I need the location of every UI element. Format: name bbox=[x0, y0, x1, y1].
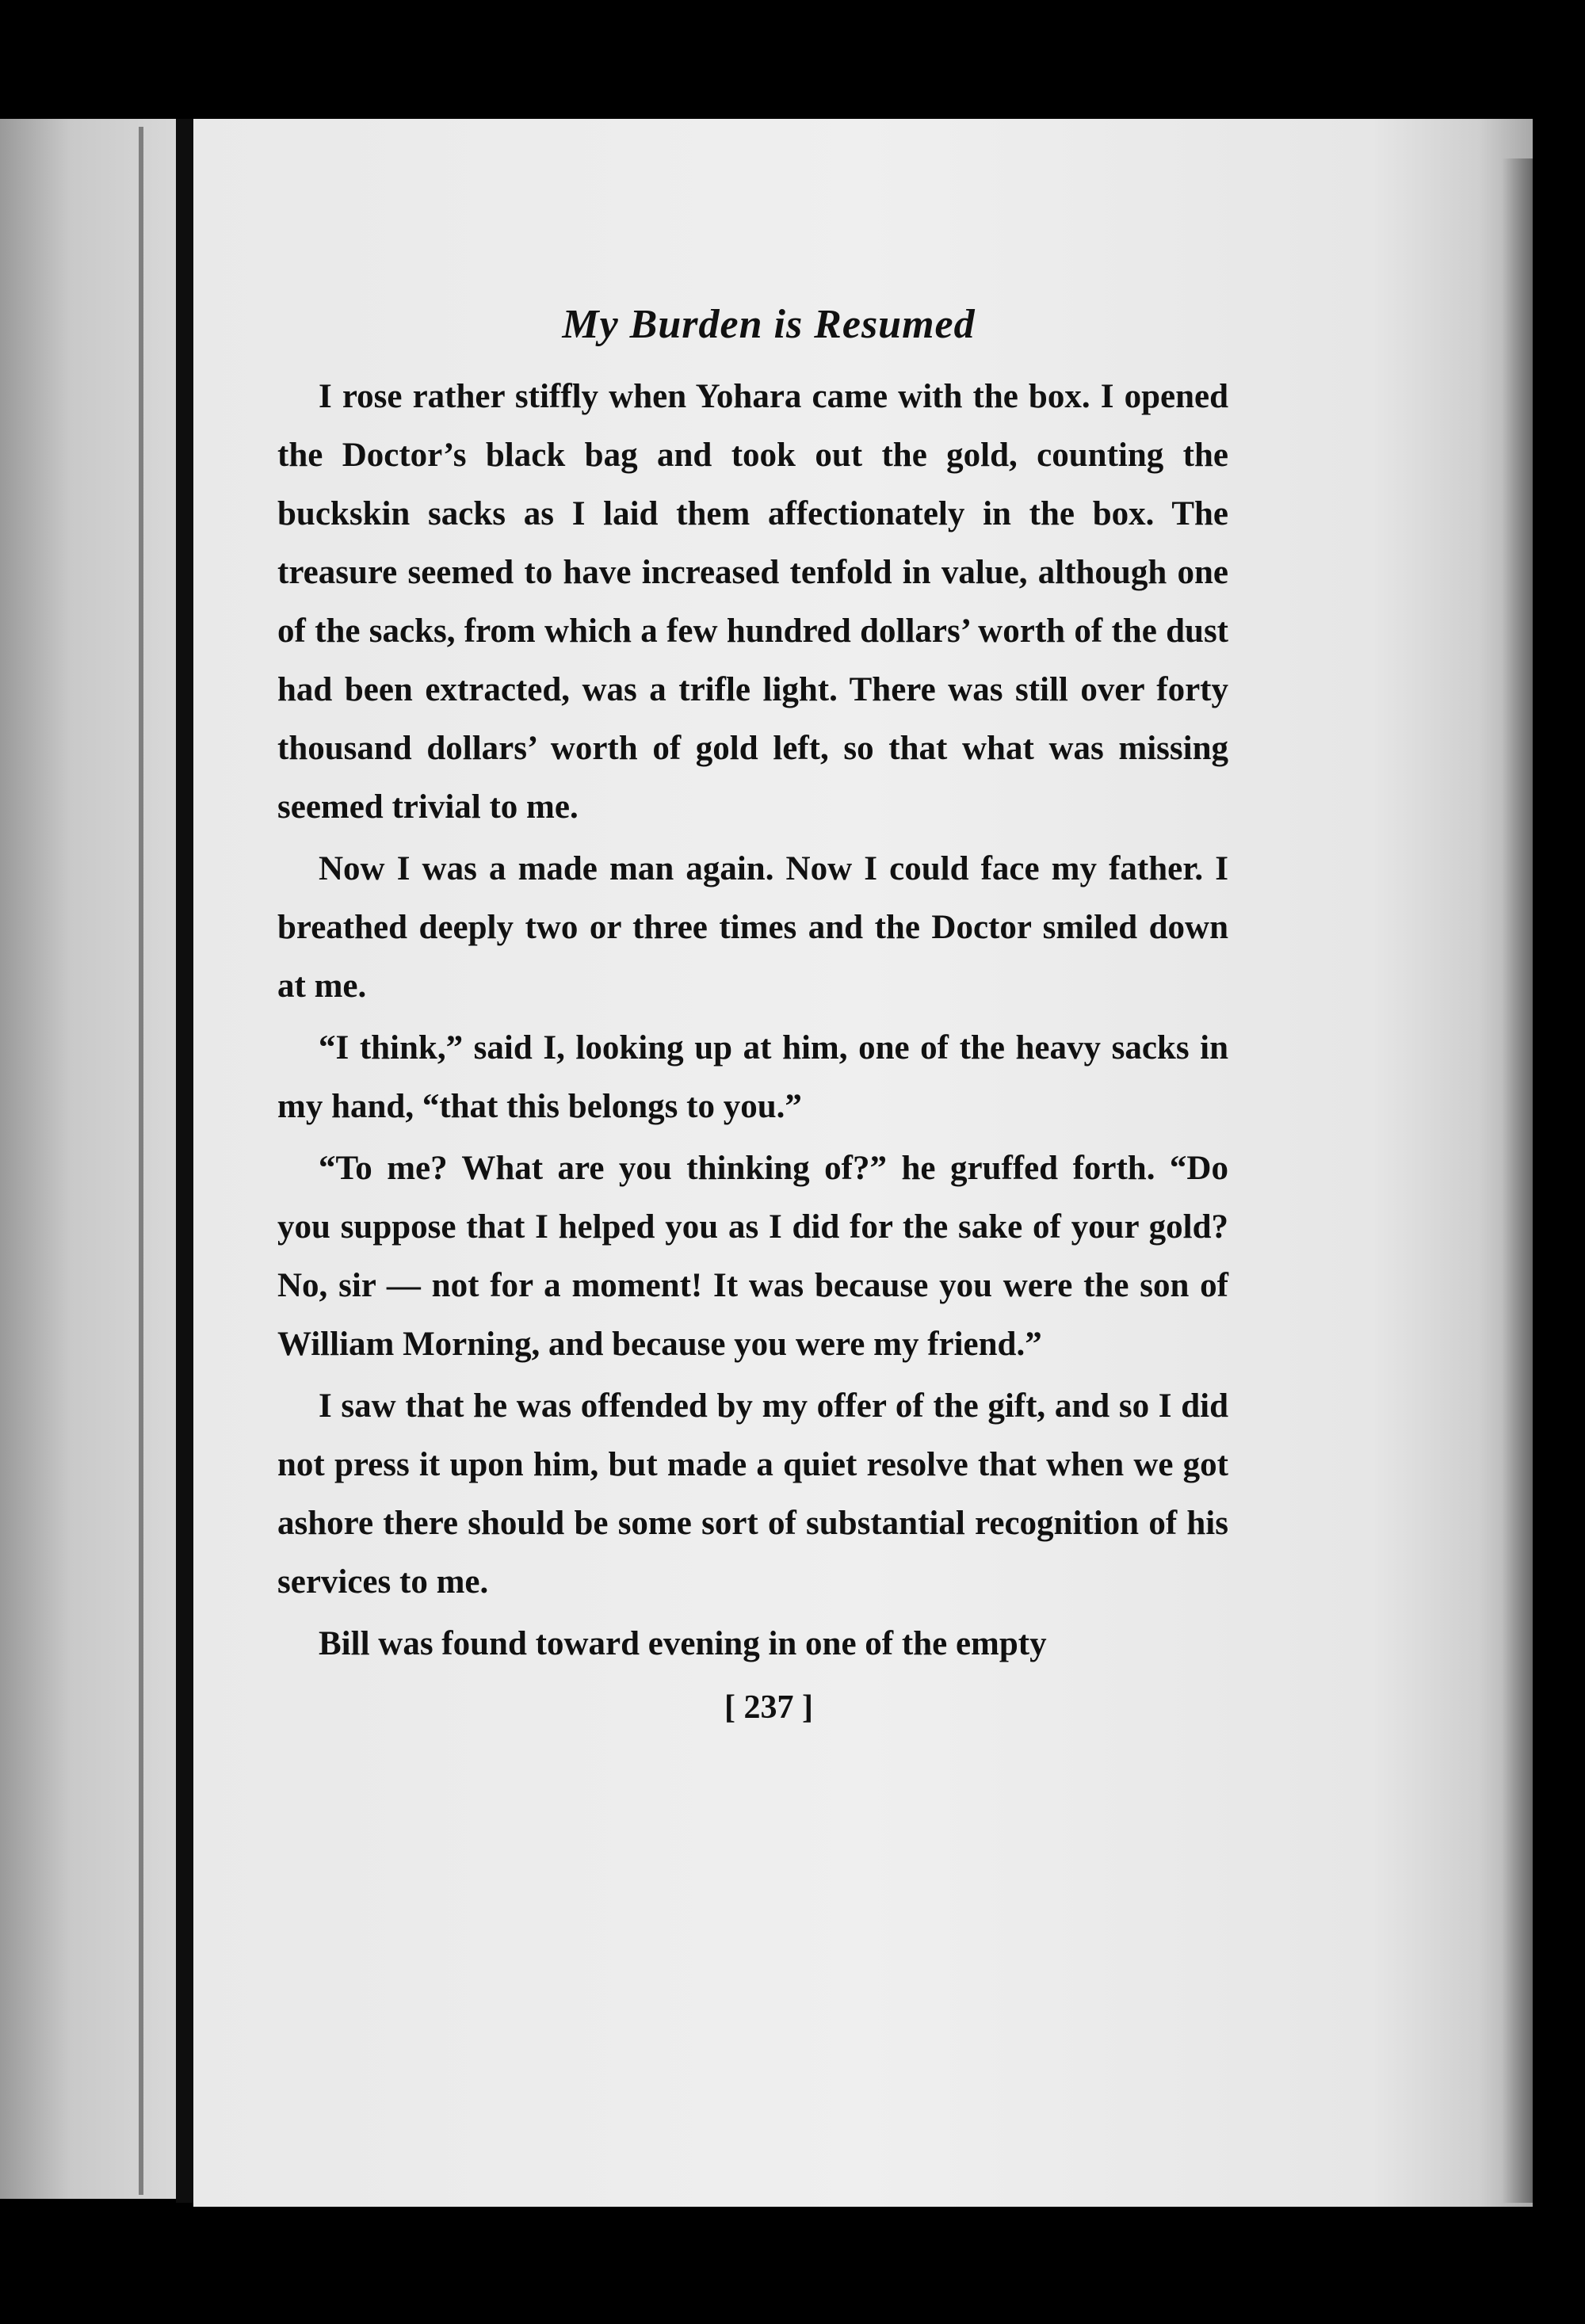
page-edge-shadow bbox=[1502, 158, 1549, 2203]
paragraph-3: “I think,” said I, looking up at him, one of the heavy sacks in my hand, “that this belongs to you.” bbox=[277, 1029, 1228, 1125]
left-page-shadow-line bbox=[139, 127, 143, 2195]
page-text bbox=[277, 293, 1228, 1735]
paragraph-4: “To me? What are you thinking of?” he gruffed forth. “Do you suppose that I helped you as I did for the sake of your gold? No, sir — not for a moment! It was because you were the son of William Morning, and because you were my friend.” bbox=[277, 1150, 1228, 1363]
scan-border bbox=[0, 2207, 1585, 2324]
book-gutter bbox=[176, 119, 193, 2203]
running-heading: My Burden is Resumed bbox=[562, 302, 976, 347]
paragraph-1: I rose rather stiffly when Yohara came with the box. I opened the Doctor’s black bag and took out the gold, counting the buckskin sacks as I laid them affectionately in the box. The treasure seemed to have increased tenfold in value, although one of the sacks, from which a few hundred dollars’ worth of the dust had been extracted, was a trifle light. There was still over forty thousand dollars’ worth of gold left, so that what was missing seemed trivial to me. bbox=[277, 378, 1228, 826]
paragraph-2: Now I was a made man again. Now I could face my father. I breathed deeply two or three times and the Doctor smiled down at me. bbox=[277, 850, 1228, 1005]
paragraph-6: Bill was found toward evening in one of the empty bbox=[319, 1625, 1047, 1662]
page-number: [ 237 ] bbox=[724, 1689, 813, 1726]
paragraph-5: I saw that he was offended by my offer of the gift, and so I did not press it upon him, but made a quiet resolve that when we got ashore there should be some sort of substantial recognition of his services to me. bbox=[277, 1387, 1228, 1601]
left-page-edge bbox=[0, 119, 176, 2199]
